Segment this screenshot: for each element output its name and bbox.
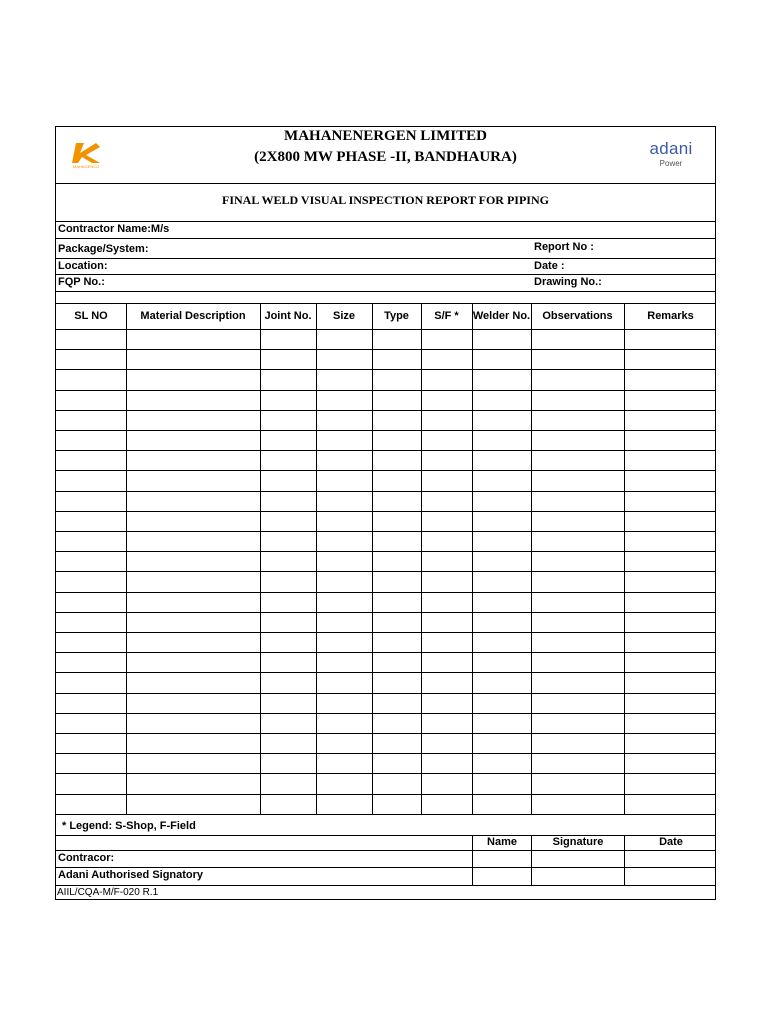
column-header: Welder No. <box>472 310 531 322</box>
table-row <box>56 511 715 512</box>
column-divider <box>472 303 473 814</box>
column-divider <box>260 303 261 814</box>
table-row <box>56 470 715 471</box>
table-row <box>56 349 715 350</box>
location-label: Location: <box>58 260 108 272</box>
table-row <box>56 450 715 451</box>
table-row <box>56 693 715 694</box>
table-row <box>56 571 715 572</box>
table-row <box>56 672 715 673</box>
column-header: SL NO <box>74 310 108 322</box>
table-row <box>56 814 715 815</box>
legend-text: * Legend: S-Shop, F-Field <box>62 820 196 832</box>
table-row <box>56 733 715 734</box>
table-row <box>56 430 715 431</box>
table-row <box>56 531 715 532</box>
fqp-no-label: FQP No.: <box>58 276 105 288</box>
report-no-label: Report No : <box>534 241 594 253</box>
contractor-signoff-label: Contracor: <box>58 852 115 864</box>
column-divider <box>624 303 625 814</box>
name-header: Name <box>487 836 517 848</box>
column-header: Size <box>332 310 355 322</box>
form-number: AIIL/CQA-M/F-020 R.1 <box>57 887 159 898</box>
table-row <box>56 652 715 653</box>
column-divider <box>316 303 317 814</box>
drawing-no-label: Drawing No.: <box>534 276 602 288</box>
package-system-label: Package/System: <box>58 243 149 255</box>
column-divider <box>531 303 532 814</box>
adani-signatory-label: Adani Authorised Signatory <box>58 869 204 881</box>
table-row <box>56 390 715 391</box>
project-name: (2X800 MW PHASE -II, BANDHAURA) <box>254 149 517 165</box>
table-row <box>56 410 715 411</box>
column-divider <box>126 303 127 814</box>
column-divider <box>372 303 373 814</box>
signature-header: Signature <box>552 836 604 848</box>
table-row <box>56 773 715 774</box>
table-row <box>56 491 715 492</box>
column-header: Joint No. <box>264 310 312 322</box>
column-header: Remarks <box>647 310 694 322</box>
company-name: MAHANENERGEN LIMITED <box>284 128 487 144</box>
adani-power-logo <box>641 139 701 173</box>
table-row <box>56 713 715 714</box>
mahagenco-logo-text: MAHAGENCO <box>73 164 100 169</box>
report-title: FINAL WELD VISUAL INSPECTION REPORT FOR PIPING <box>222 193 549 207</box>
adani-logo-word: adani <box>649 139 693 158</box>
table-row <box>56 329 715 330</box>
column-header: Observations <box>542 310 613 322</box>
inspection-report-form <box>55 126 716 900</box>
column-header: S/F * <box>434 310 459 322</box>
contractor-name-label: Contractor Name:M/s <box>58 223 170 235</box>
table-row <box>56 369 715 370</box>
table-row <box>56 551 715 552</box>
column-header: Material Description <box>140 310 246 322</box>
adani-logo-sub: Power <box>659 159 683 168</box>
table-row <box>56 592 715 593</box>
date-header: Date <box>659 836 683 848</box>
column-header: Type <box>384 310 409 322</box>
date-label: Date : <box>534 260 565 272</box>
table-row <box>56 794 715 795</box>
column-divider <box>421 303 422 814</box>
table-row <box>56 632 715 633</box>
table-row <box>56 753 715 754</box>
table-row <box>56 612 715 613</box>
